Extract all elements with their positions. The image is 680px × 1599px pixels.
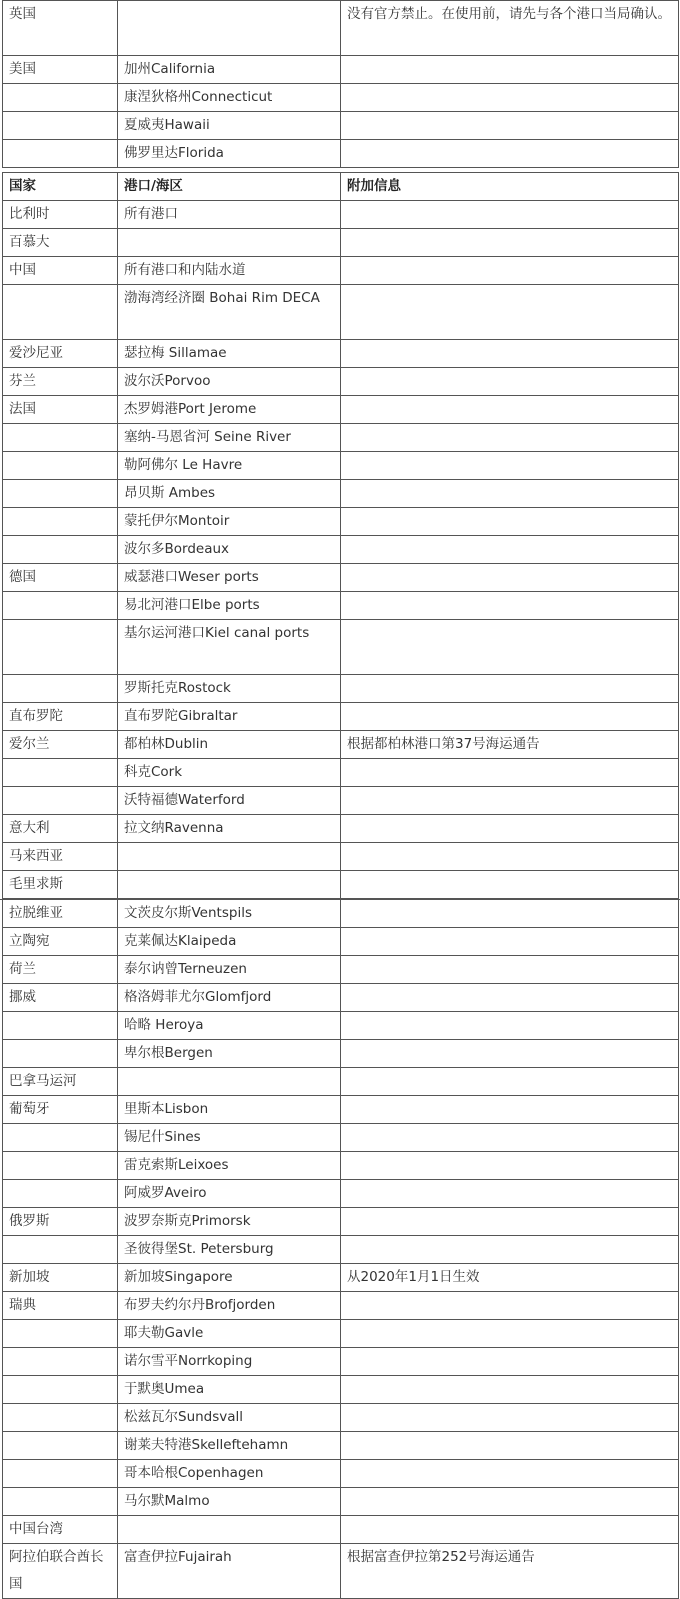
port-cell: 杰罗姆港Port Jerome xyxy=(118,396,341,424)
country-cell xyxy=(3,424,118,452)
info-cell xyxy=(341,480,679,508)
table-row xyxy=(3,1068,679,1096)
port-table-continued xyxy=(2,899,679,1599)
port-cell: 马尔默Malmo xyxy=(118,1488,341,1516)
info-cell xyxy=(341,368,679,396)
country-cell: 新加坡 xyxy=(3,1264,118,1292)
country-cell xyxy=(3,592,118,620)
port-cell: 所有港口 xyxy=(118,201,341,229)
table-row xyxy=(3,703,679,731)
port-cell: 哈略 Heroya xyxy=(118,1012,341,1040)
country-cell: 立陶宛 xyxy=(3,928,118,956)
info-cell xyxy=(341,815,679,843)
header-info: 附加信息 xyxy=(341,173,679,201)
table-row xyxy=(3,229,679,257)
port-table-header xyxy=(3,173,679,201)
table-row xyxy=(3,396,679,424)
country-cell: 中国 xyxy=(3,257,118,285)
table-row xyxy=(3,140,679,168)
table-row xyxy=(3,56,679,84)
country-cell: 爱尔兰 xyxy=(3,731,118,759)
country-cell xyxy=(3,1460,118,1488)
country-cell: 拉脱维亚 xyxy=(3,900,118,928)
port-cell: 蒙托伊尔Montoir xyxy=(118,508,341,536)
port-table-body-a xyxy=(3,201,679,899)
table-row xyxy=(3,843,679,871)
port-cell: 雷克索斯Leixoes xyxy=(118,1152,341,1180)
country-cell xyxy=(3,675,118,703)
table-row xyxy=(3,257,679,285)
country-cell xyxy=(3,1488,118,1516)
country-cell xyxy=(3,620,118,675)
country-cell xyxy=(3,787,118,815)
info-cell xyxy=(341,620,679,675)
info-cell xyxy=(341,900,679,928)
info-cell xyxy=(341,1404,679,1432)
table-row xyxy=(3,675,679,703)
info-cell xyxy=(341,1180,679,1208)
info-cell xyxy=(341,452,679,480)
port-cell: 里斯本Lisbon xyxy=(118,1096,341,1124)
info-cell xyxy=(341,1208,679,1236)
port-cell: 布罗夫约尔丹Brofjorden xyxy=(118,1292,341,1320)
table-row xyxy=(3,1096,679,1124)
info-cell xyxy=(341,1236,679,1264)
port-cell: 都柏林Dublin xyxy=(118,731,341,759)
info-cell xyxy=(341,871,679,899)
port-cell: 渤海湾经济圈 Bohai Rim DECA xyxy=(118,285,341,340)
table-row xyxy=(3,1516,679,1544)
port-cell: 直布罗陀Gibraltar xyxy=(118,703,341,731)
table-row xyxy=(3,1348,679,1376)
port-cell: 锡尼什Sines xyxy=(118,1124,341,1152)
info-cell xyxy=(341,675,679,703)
port-cell: 诺尔雪平Norrkoping xyxy=(118,1348,341,1376)
port-cell: 泰尔讷曾Terneuzen xyxy=(118,956,341,984)
country-cell: 芬兰 xyxy=(3,368,118,396)
table-row xyxy=(3,815,679,843)
country-cell: 中国台湾 xyxy=(3,1516,118,1544)
country-cell: 百慕大 xyxy=(3,229,118,257)
country-cell xyxy=(3,112,118,140)
port-cell: 易北河港口Elbe ports xyxy=(118,592,341,620)
port-cell: 沃特福德Waterford xyxy=(118,787,341,815)
table-row xyxy=(3,564,679,592)
country-cell xyxy=(3,1236,118,1264)
info-cell xyxy=(341,1516,679,1544)
port-cell xyxy=(118,229,341,257)
port-table-body-b xyxy=(3,900,679,1599)
country-cell xyxy=(3,1040,118,1068)
port-cell: 波尔沃Porvoo xyxy=(118,368,341,396)
country-cell: 瑞典 xyxy=(3,1292,118,1320)
table-row xyxy=(3,201,679,229)
port-cell: 加州California xyxy=(118,56,341,84)
country-cell: 荷兰 xyxy=(3,956,118,984)
port-cell: 阿威罗Aveiro xyxy=(118,1180,341,1208)
country-cell xyxy=(3,140,118,168)
port-cell xyxy=(118,871,341,899)
table-row xyxy=(3,1208,679,1236)
info-cell: 根据都柏林港口第37号海运通告 xyxy=(341,731,679,759)
table-row xyxy=(3,1124,679,1152)
country-cell xyxy=(3,1012,118,1040)
port-cell: 拉文纳Ravenna xyxy=(118,815,341,843)
info-cell xyxy=(341,956,679,984)
table-row xyxy=(3,1152,679,1180)
table-row xyxy=(3,620,679,675)
country-cell: 毛里求斯 xyxy=(3,871,118,899)
port-cell: 夏威夷Hawaii xyxy=(118,112,341,140)
info-cell xyxy=(341,1292,679,1320)
table-row xyxy=(3,480,679,508)
info-cell xyxy=(341,1320,679,1348)
country-cell: 阿拉伯联合酋长国 xyxy=(3,1544,118,1599)
country-cell xyxy=(3,452,118,480)
table-row xyxy=(3,1180,679,1208)
info-cell xyxy=(341,1488,679,1516)
port-cell: 克莱佩达Klaipeda xyxy=(118,928,341,956)
info-cell xyxy=(341,592,679,620)
table-row xyxy=(3,1236,679,1264)
info-cell xyxy=(341,1068,679,1096)
info-cell xyxy=(341,396,679,424)
info-cell xyxy=(341,1124,679,1152)
info-cell xyxy=(341,1348,679,1376)
table-row xyxy=(3,787,679,815)
table-row xyxy=(3,285,679,340)
country-cell: 爱沙尼亚 xyxy=(3,340,118,368)
port-cell: 富查伊拉Fujairah xyxy=(118,1544,341,1599)
info-cell xyxy=(341,1432,679,1460)
port-cell: 于默奥Umea xyxy=(118,1376,341,1404)
info-cell xyxy=(341,1152,679,1180)
table-row xyxy=(3,1012,679,1040)
port-cell: 波罗奈斯克Primorsk xyxy=(118,1208,341,1236)
info-cell xyxy=(341,928,679,956)
port-table xyxy=(2,172,679,899)
table-row xyxy=(3,592,679,620)
info-cell: 从2020年1月1日生效 xyxy=(341,1264,679,1292)
country-cell: 法国 xyxy=(3,396,118,424)
info-cell xyxy=(341,1096,679,1124)
info-cell xyxy=(341,536,679,564)
info-cell xyxy=(341,1460,679,1488)
country-cell xyxy=(3,1152,118,1180)
info-cell xyxy=(341,843,679,871)
table-row xyxy=(3,1264,679,1292)
country-cell: 英国 xyxy=(3,1,118,56)
port-cell: 格洛姆菲尤尔Glomfjord xyxy=(118,984,341,1012)
country-cell: 意大利 xyxy=(3,815,118,843)
table-row xyxy=(3,508,679,536)
country-cell xyxy=(3,1124,118,1152)
table-row xyxy=(3,1488,679,1516)
port-cell: 罗斯托克Rostock xyxy=(118,675,341,703)
table-row xyxy=(3,368,679,396)
table-row xyxy=(3,984,679,1012)
country-cell: 德国 xyxy=(3,564,118,592)
table-row xyxy=(3,928,679,956)
port-cell: 耶夫勒Gavle xyxy=(118,1320,341,1348)
country-cell xyxy=(3,1320,118,1348)
table-row xyxy=(3,1040,679,1068)
info-cell xyxy=(341,201,679,229)
port-cell: 圣彼得堡St. Petersburg xyxy=(118,1236,341,1264)
table-row xyxy=(3,452,679,480)
top-table-body xyxy=(3,1,679,168)
table-row xyxy=(3,1,679,56)
country-cell: 俄罗斯 xyxy=(3,1208,118,1236)
port-cell: 谢莱夫特港Skelleftehamn xyxy=(118,1432,341,1460)
country-cell: 比利时 xyxy=(3,201,118,229)
port-cell: 瑟拉梅 Sillamae xyxy=(118,340,341,368)
table-row xyxy=(3,424,679,452)
country-cell xyxy=(3,1432,118,1460)
table-row xyxy=(3,84,679,112)
info-cell xyxy=(341,84,679,112)
table-row xyxy=(3,340,679,368)
port-cell xyxy=(118,1516,341,1544)
country-cell xyxy=(3,536,118,564)
table-row xyxy=(3,1376,679,1404)
info-cell xyxy=(341,1040,679,1068)
port-cell: 塞纳-马恩省河 Seine River xyxy=(118,424,341,452)
port-cell xyxy=(118,843,341,871)
table-row xyxy=(3,112,679,140)
country-cell: 马来西亚 xyxy=(3,843,118,871)
table-row xyxy=(3,900,679,928)
info-cell xyxy=(341,984,679,1012)
port-cell: 佛罗里达Florida xyxy=(118,140,341,168)
table-row xyxy=(3,871,679,899)
country-cell xyxy=(3,1404,118,1432)
country-cell xyxy=(3,759,118,787)
port-cell: 哥本哈根Copenhagen xyxy=(118,1460,341,1488)
table-row xyxy=(3,1460,679,1488)
table-row xyxy=(3,536,679,564)
header-row xyxy=(3,173,679,201)
country-cell xyxy=(3,508,118,536)
country-cell xyxy=(3,1348,118,1376)
table-row xyxy=(3,956,679,984)
header-port: 港口/海区 xyxy=(118,173,341,201)
port-cell: 波尔多Bordeaux xyxy=(118,536,341,564)
port-cell xyxy=(118,1,341,56)
port-cell: 科克Cork xyxy=(118,759,341,787)
table-row xyxy=(3,731,679,759)
info-cell xyxy=(341,787,679,815)
table-row xyxy=(3,1320,679,1348)
info-cell xyxy=(341,285,679,340)
port-cell: 威瑟港口Weser ports xyxy=(118,564,341,592)
port-cell: 松兹瓦尔Sundsvall xyxy=(118,1404,341,1432)
info-cell: 根据富查伊拉第252号海运通告 xyxy=(341,1544,679,1599)
port-cell: 勒阿佛尔 Le Havre xyxy=(118,452,341,480)
info-cell xyxy=(341,1012,679,1040)
table-row xyxy=(3,1432,679,1460)
info-cell xyxy=(341,340,679,368)
country-cell: 挪威 xyxy=(3,984,118,1012)
info-cell xyxy=(341,229,679,257)
info-cell xyxy=(341,703,679,731)
port-cell: 新加坡Singapore xyxy=(118,1264,341,1292)
port-cell xyxy=(118,1068,341,1096)
table-row xyxy=(3,1404,679,1432)
country-cell xyxy=(3,1376,118,1404)
info-cell xyxy=(341,257,679,285)
country-cell: 葡萄牙 xyxy=(3,1096,118,1124)
port-cell: 卑尔根Bergen xyxy=(118,1040,341,1068)
info-cell xyxy=(341,56,679,84)
port-cell: 所有港口和内陆水道 xyxy=(118,257,341,285)
country-cell: 美国 xyxy=(3,56,118,84)
info-cell xyxy=(341,424,679,452)
info-cell xyxy=(341,759,679,787)
country-cell: 巴拿马运河 xyxy=(3,1068,118,1096)
country-cell xyxy=(3,84,118,112)
port-cell: 昂贝斯 Ambes xyxy=(118,480,341,508)
table-row xyxy=(3,1292,679,1320)
info-cell xyxy=(341,508,679,536)
country-cell: 直布罗陀 xyxy=(3,703,118,731)
header-country: 国家 xyxy=(3,173,118,201)
port-cell: 康涅狄格州Connecticut xyxy=(118,84,341,112)
port-cell: 文茨皮尔斯Ventspils xyxy=(118,900,341,928)
info-cell xyxy=(341,1376,679,1404)
country-cell xyxy=(3,1180,118,1208)
info-cell: 没有官方禁止。在使用前，请先与各个港口当局确认。 xyxy=(341,1,679,56)
port-cell: 基尔运河港口Kiel canal ports xyxy=(118,620,341,675)
table-row xyxy=(3,1544,679,1599)
country-cell xyxy=(3,480,118,508)
country-cell xyxy=(3,285,118,340)
top-table xyxy=(2,0,679,168)
info-cell xyxy=(341,564,679,592)
info-cell xyxy=(341,112,679,140)
info-cell xyxy=(341,140,679,168)
table-row xyxy=(3,759,679,787)
